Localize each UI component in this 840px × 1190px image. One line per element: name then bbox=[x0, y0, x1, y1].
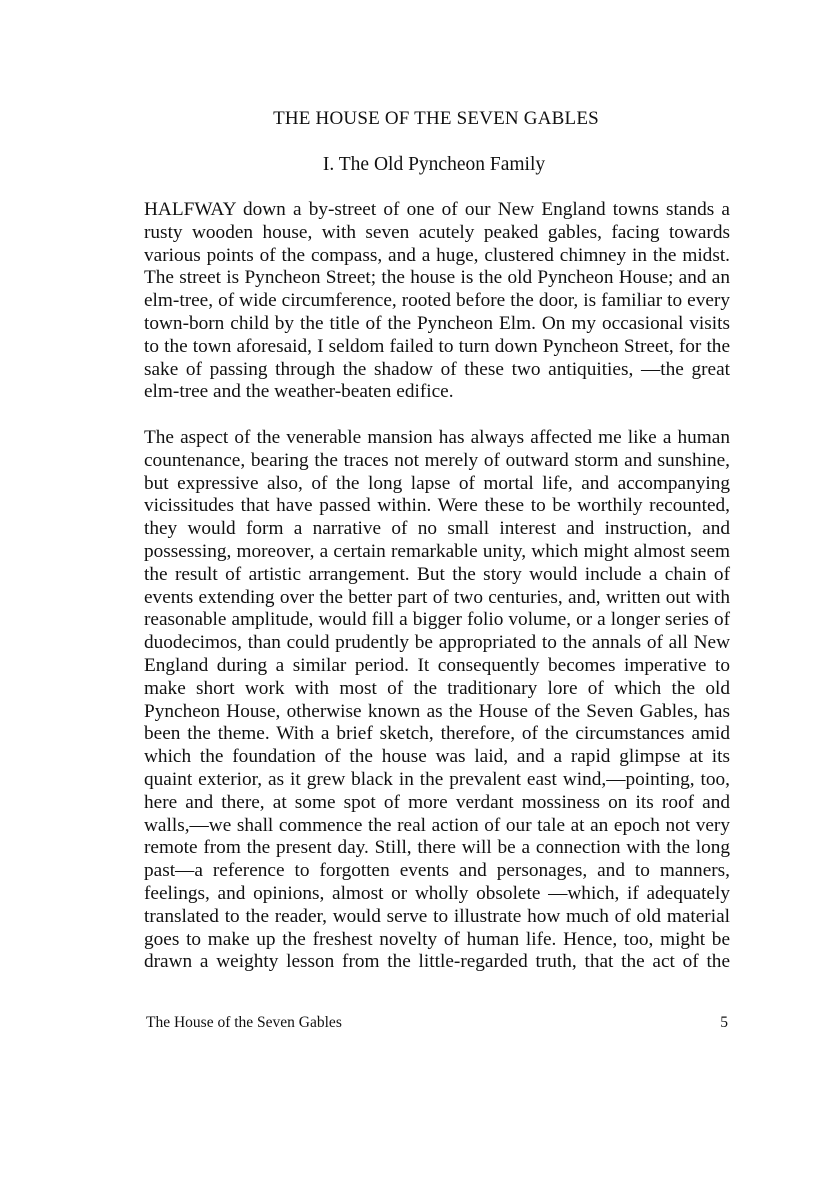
paragraph-2: The aspect of the venerable mansion has always affected me like a human countenance, bearing the traces not merely of outward storm and sunshine, but expressive also, of the long lapse of mortal life, and accompanying vicissitudes that have passed within. Were these to be worthily recounted, they would form a narrative of no small interest and instruction, and possessing, moreover, a certain remarkable unity, which might almost seem the result of artistic arrangement. But the story would include a chain of events extending over the better part of two centuries, and, written out with reasonable amplitude, would fill a bigger folio volume, or a longer series of duodecimos, than could prudently be appropriated to the annals of all New England during a similar period. It consequently becomes imperative to make short work with most of the traditionary lore of which the old Pyncheon House, otherwise known as the House of the Seven Gables, has been the theme. With a brief sketch, therefore, of the circumstances amid which the foundation of the house was laid, and a rapid glimpse at its quaint exterior, as it grew black in the prevalent east wind,—pointing, too, here and there, at some spot of more verdant mossiness on its roof and walls,—we shall commence the real action of our tale at an epoch not very remote from the present day. Still, there will be a connection with the long past—a reference to forgotten events and personages, and to manners, feelings, and opinions, almost or wholly obsolete —which, if adequately translated to the reader, would serve to illustrate how much of old material goes to make up the freshest novelty of human life. Hence, too, might be drawn a weighty lesson from the little-regarded truth, that the act of the bbox=[144, 426, 730, 973]
page-number: 5 bbox=[720, 1014, 728, 1031]
chapter-title: I. The Old Pyncheon Family bbox=[322, 154, 546, 175]
paragraph-1: HALFWAY down a by-street of one of our New England towns stands a rusty wooden house, with seven acutely peaked gables, facing towards various points of the compass, and a huge, clustered chimney in the midst. The street is Pyncheon Street; the house is the old Pyncheon House; and an elm-tree, of wide circumference, rooted before the door, is familiar to every town-born child by the title of the Pyncheon Elm. On my occasional visits to the town aforesaid, I seldom failed to turn down Pyncheon Street, for the sake of passing through the shadow of these two antiquities, —the great elm-tree and the weather-beaten edifice. bbox=[144, 199, 730, 403]
book-title: THE HOUSE OF THE SEVEN GABLES bbox=[273, 108, 599, 129]
footer-running-title: The House of the Seven Gables bbox=[146, 1014, 342, 1031]
body-text bbox=[144, 199, 730, 974]
